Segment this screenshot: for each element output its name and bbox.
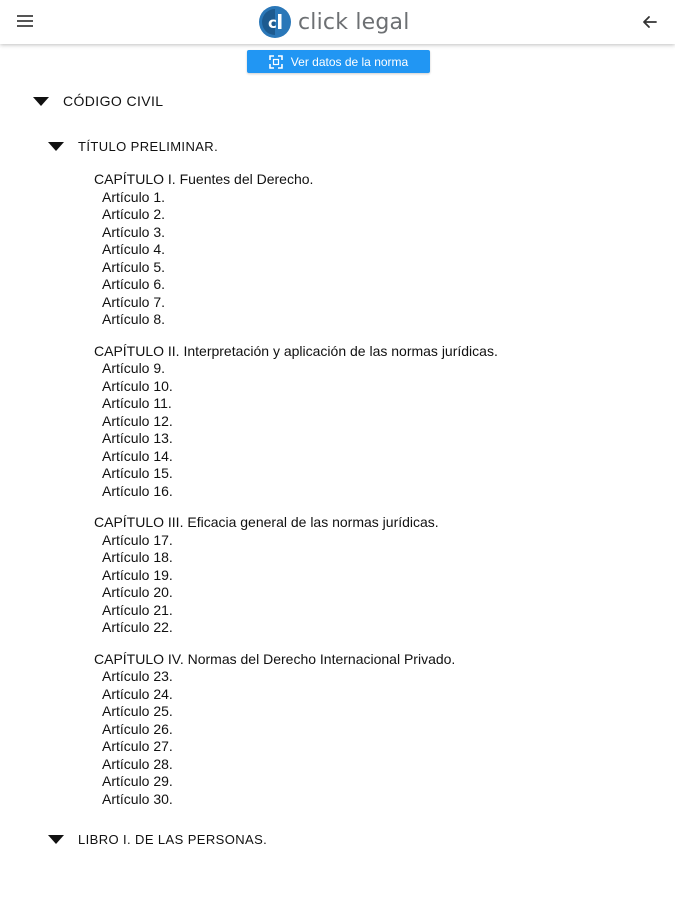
article-link[interactable]: Artículo 21. (102, 601, 173, 618)
article-link[interactable]: Artículo 17. (102, 531, 173, 548)
back-button[interactable] (635, 8, 665, 36)
article-link[interactable]: Artículo 18. (102, 549, 173, 565)
chapter-block (0, 651, 675, 809)
title-label: TÍTULO PRELIMINAR. (78, 138, 219, 154)
view-norm-data-label: Ver datos de la norma (290, 54, 409, 69)
chapter-title[interactable]: CAPÍTULO I. Fuentes del Derecho. (94, 171, 314, 187)
arrow-back-icon (635, 8, 665, 36)
article-link[interactable]: Artículo 26. (102, 720, 173, 737)
article-link[interactable]: Artículo 25. (102, 703, 173, 719)
article-link[interactable]: Artículo 15. (102, 465, 173, 481)
chapter-list (0, 171, 675, 808)
article-link[interactable]: Artículo 3. (102, 223, 166, 240)
app-logo (258, 4, 410, 40)
chapter-title[interactable]: CAPÍTULO IV. Normas del Derecho Internacional Privado. (94, 650, 456, 667)
logo-text: click legal (298, 9, 410, 35)
code-label: CÓDIGO CIVIL (63, 93, 164, 109)
chapter-block (0, 514, 675, 637)
article-link[interactable]: Artículo 24. (102, 685, 173, 702)
menu-button[interactable] (10, 8, 40, 36)
article-link[interactable]: Artículo 7. (102, 293, 166, 310)
expand-icon (269, 55, 283, 69)
libro-label: LIBRO I. DE LAS PERSONAS. (78, 831, 268, 847)
tree-node-codigo-civil[interactable] (0, 84, 675, 118)
article-link[interactable]: Artículo 8. (102, 311, 166, 327)
article-link[interactable]: Artículo 6. (102, 276, 166, 292)
chapter-title[interactable]: CAPÍTULO II. Interpretación y aplicación de las normas jurídicas. (94, 342, 498, 359)
article-link[interactable]: Artículo 12. (102, 412, 173, 429)
article-link[interactable]: Artículo 9. (102, 360, 166, 376)
article-link[interactable]: Artículo 5. (102, 258, 166, 275)
caret-down-icon (48, 835, 64, 844)
article-link[interactable]: Artículo 20. (102, 584, 173, 600)
app-bar (0, 0, 675, 44)
article-link[interactable]: Artículo 1. (102, 188, 166, 205)
svg-text:c: c (268, 14, 277, 32)
caret-down-icon (33, 97, 49, 106)
caret-down-icon (48, 142, 64, 151)
article-link[interactable]: Artículo 29. (102, 773, 173, 789)
norm-index-tree (0, 84, 675, 856)
view-norm-data-button[interactable] (247, 50, 430, 73)
tree-node-titulo-preliminar[interactable] (0, 129, 675, 163)
article-link[interactable]: Artículo 11. (102, 395, 172, 411)
article-link[interactable]: Artículo 10. (102, 377, 173, 394)
chapter-block (0, 343, 675, 501)
article-link[interactable]: Artículo 16. (102, 482, 173, 499)
article-link[interactable]: Artículo 2. (102, 206, 166, 222)
article-link[interactable]: Artículo 14. (102, 447, 173, 464)
article-link[interactable]: Artículo 23. (102, 668, 173, 684)
article-link[interactable]: Artículo 13. (102, 430, 173, 446)
article-link[interactable]: Artículo 4. (102, 241, 166, 257)
article-link[interactable]: Artículo 19. (102, 566, 173, 583)
article-link[interactable]: Artículo 27. (102, 738, 173, 754)
chapter-title[interactable]: CAPÍTULO III. Eficacia general de las normas jurídicas. (94, 514, 439, 530)
article-link[interactable]: Artículo 30. (102, 790, 173, 807)
article-link[interactable]: Artículo 28. (102, 755, 173, 772)
tree-node-libro-i[interactable] (0, 822, 675, 856)
chapter-block (0, 171, 675, 329)
article-link[interactable]: Artículo 22. (102, 619, 173, 635)
logo-mark-icon (258, 5, 292, 39)
